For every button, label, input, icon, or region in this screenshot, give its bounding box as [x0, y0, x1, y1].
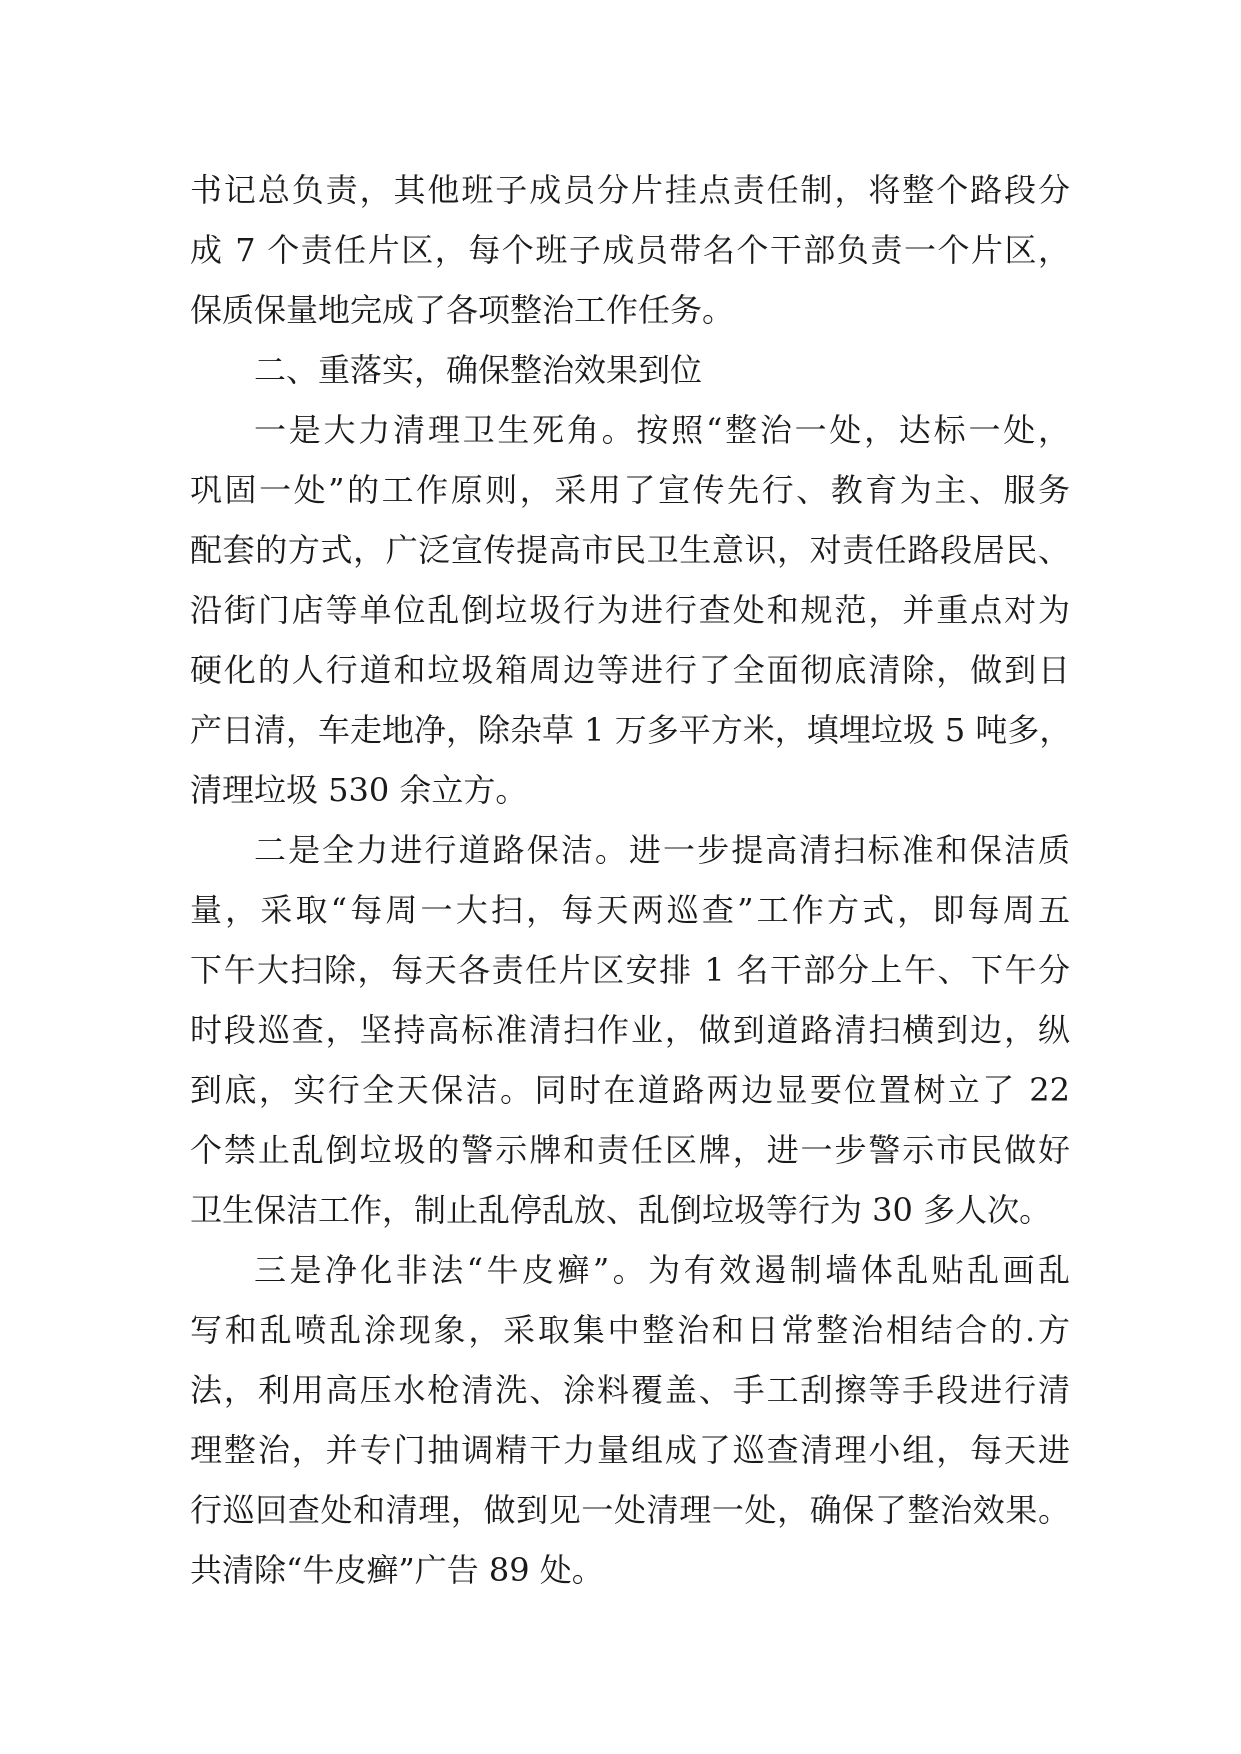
- body-line: 时段巡查，坚持高标准清扫作业，做到道路清扫横到边，纵: [190, 1011, 1070, 1049]
- body-line: 成 7 个责任片区，每个班子成员带名个干部负责一个片区，: [190, 231, 1070, 269]
- section-heading: 二、重落实，确保整治效果到位: [254, 351, 703, 389]
- body-line: 法，利用高压水枪清洗、涂料覆盖、手工刮擦等手段进行清: [190, 1371, 1070, 1409]
- body-line: 清理垃圾 530 余立方。: [190, 771, 528, 809]
- document-body: [190, 160, 1070, 1600]
- body-line: 下午大扫除，每天各责任片区安排 1 名干部分上午、下午分: [190, 951, 1070, 989]
- body-line: 卫生保洁工作，制止乱停乱放、乱倒垃圾等行为 30 多人次。: [190, 1191, 1052, 1229]
- body-line: 二是全力进行道路保洁。进一步提高清扫标准和保洁质: [254, 831, 1070, 869]
- body-line: 书记总负责，其他班子成员分片挂点责任制，将整个路段分: [190, 171, 1070, 209]
- body-line: 个禁止乱倒垃圾的警示牌和责任区牌，进一步警示市民做好: [190, 1131, 1070, 1169]
- body-line: 沿街门店等单位乱倒垃圾行为进行查处和规范，并重点对为: [190, 591, 1070, 629]
- body-line: 量，采取“每周一大扫，每天两巡查”工作方式，即每周五: [190, 891, 1070, 929]
- body-line: 理整治，并专门抽调精干力量组成了巡查清理小组，每天进: [190, 1431, 1070, 1469]
- body-line: 保质保量地完成了各项整治工作任务。: [190, 291, 735, 329]
- body-line: 一是大力清理卫生死角。按照“整治一处，达标一处，: [254, 411, 1070, 449]
- body-line: 写和乱喷乱涂现象，采取集中整治和日常整治相结合的.方: [190, 1311, 1070, 1349]
- body-line: 硬化的人行道和垃圾箱周边等进行了全面彻底清除，做到日: [190, 651, 1070, 689]
- body-line: 共清除“牛皮癣”广告 89 处。: [190, 1551, 604, 1589]
- body-line: 巩固一处”的工作原则，采用了宣传先行、教育为主、服务: [190, 471, 1070, 509]
- body-line: 产日清，车走地净，除杂草 1 万多平方米，填埋垃圾 5 吨多，: [190, 711, 1072, 749]
- body-line: 到底，实行全天保洁。同时在道路两边显要位置树立了 22: [190, 1071, 1070, 1109]
- body-line: 配套的方式，广泛宣传提高市民卫生意识，对责任路段居民、: [190, 531, 1070, 569]
- body-line: 行巡回查处和清理，做到见一处清理一处，确保了整治效果。: [190, 1491, 1070, 1529]
- body-line: 三是净化非法“牛皮癣”。为有效遏制墙体乱贴乱画乱: [254, 1251, 1070, 1289]
